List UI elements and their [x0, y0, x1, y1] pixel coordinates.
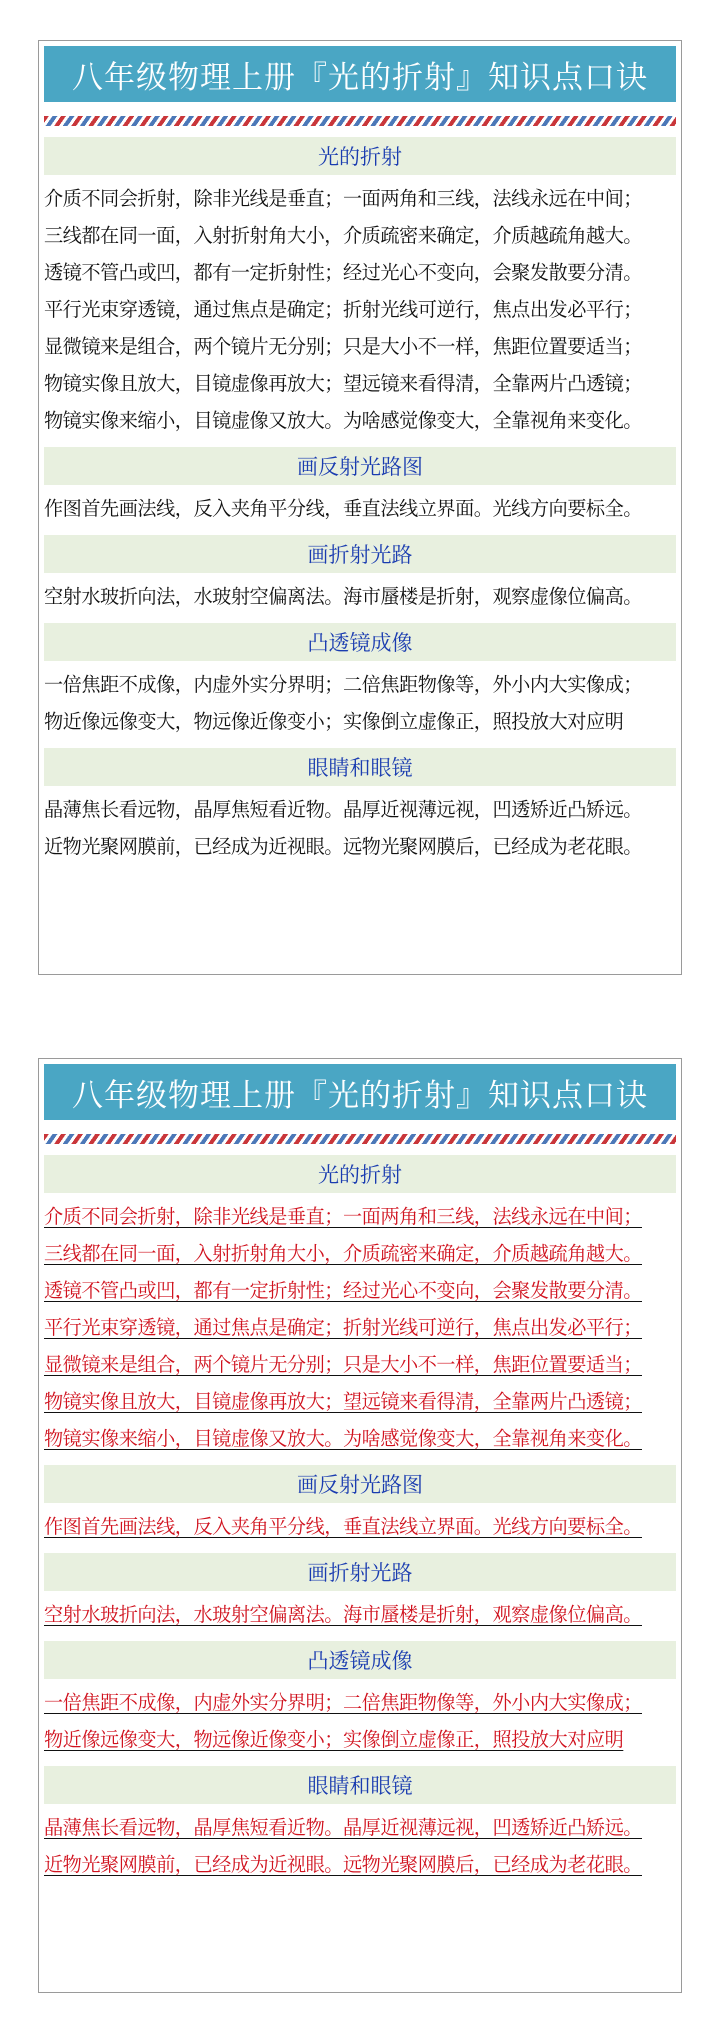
rhyme-line: 介质不同会折射，除非光线是垂直；一面两角和三线，法线永远在中间；: [44, 187, 642, 210]
rhyme-card-plain: [38, 40, 682, 975]
rhyme-line: 一倍焦距不成像，内虚外实分界明；二倍焦距物像等，外小内大实像成；: [44, 1691, 642, 1714]
knowledge-section: [44, 1766, 676, 1883]
rhyme-line: 物镜实像来缩小，目镜虚像又放大。为啥感觉像变大，全靠视角来变化。: [44, 409, 642, 432]
knowledge-section: [44, 748, 676, 865]
section-heading: 凸透镜成像: [44, 623, 676, 661]
rhyme-line: 近物光聚网膜前，已经成为近视眼。远物光聚网膜后，已经成为老花眼。: [44, 1853, 642, 1876]
rhyme-line: 显微镜来是组合，两个镜片无分别；只是大小不一样，焦距位置要适当；: [44, 1353, 642, 1376]
rhyme-line: 物镜实像且放大，目镜虚像再放大；望远镜来看得清，全靠两片凸透镜；: [44, 372, 642, 395]
rhyme-line: 平行光束穿透镜，通过焦点是确定；折射光线可逆行，焦点出发必平行；: [44, 1316, 642, 1339]
rhyme-line: 三线都在同一面，入射折射角大小，介质疏密来确定，介质越疏角越大。: [44, 1242, 642, 1265]
section-heading: 画折射光路: [44, 535, 676, 573]
section-heading: 画反射光路图: [44, 447, 676, 485]
section-heading: 画折射光路: [44, 1553, 676, 1591]
section-heading: 凸透镜成像: [44, 1641, 676, 1679]
rhyme-line: 晶薄焦长看远物，晶厚焦短看近物。晶厚近视薄远视，凹透矫近凸矫远。: [44, 1816, 642, 1839]
knowledge-section: [44, 1641, 676, 1758]
decorative-stripe: [44, 116, 676, 126]
rhyme-line: 近物光聚网膜前，已经成为近视眼。远物光聚网膜后，已经成为老花眼。: [44, 835, 642, 858]
rhyme-line: 物镜实像来缩小，目镜虚像又放大。为啥感觉像变大，全靠视角来变化。: [44, 1427, 642, 1450]
rhyme-line: 晶薄焦长看远物，晶厚焦短看近物。晶厚近视薄远视，凹透矫近凸矫远。: [44, 798, 642, 821]
section-list: [44, 1155, 676, 1891]
rhyme-line: 三线都在同一面，入射折射角大小，介质疏密来确定，介质越疏角越大。: [44, 224, 642, 247]
rhyme-line: 空射水玻折向法，水玻射空偏离法。海市蜃楼是折射，观察虚像位偏高。: [44, 1603, 642, 1626]
knowledge-section: [44, 447, 676, 527]
knowledge-section: [44, 1465, 676, 1545]
rhyme-line: 物近像远像变大，物远像近像变小；实像倒立虚像正，照投放大对应明: [44, 1728, 624, 1751]
knowledge-section: [44, 1155, 676, 1457]
rhyme-line: 物近像远像变大，物远像近像变小；实像倒立虚像正，照投放大对应明: [44, 710, 624, 733]
rhyme-line: 透镜不管凸或凹，都有一定折射性；经过光心不变向，会聚发散要分清。: [44, 261, 642, 284]
rhyme-line: 空射水玻折向法，水玻射空偏离法。海市蜃楼是折射，观察虚像位偏高。: [44, 585, 642, 608]
knowledge-section: [44, 137, 676, 439]
rhyme-line: 平行光束穿透镜，通过焦点是确定；折射光线可逆行，焦点出发必平行；: [44, 298, 642, 321]
card-title: 八年级物理上册『光的折射』知识点口诀: [44, 46, 676, 102]
section-heading: 光的折射: [44, 1155, 676, 1193]
rhyme-line: 一倍焦距不成像，内虚外实分界明；二倍焦距物像等，外小内大实像成；: [44, 673, 642, 696]
rhyme-line: 作图首先画法线，反入夹角平分线，垂直法线立界面。光线方向要标全。: [44, 497, 642, 520]
knowledge-section: [44, 1553, 676, 1633]
rhyme-card-highlighted: [38, 1058, 682, 1993]
section-heading: 光的折射: [44, 137, 676, 175]
rhyme-line: 物镜实像且放大，目镜虚像再放大；望远镜来看得清，全靠两片凸透镜；: [44, 1390, 642, 1413]
knowledge-section: [44, 535, 676, 615]
section-heading: 眼睛和眼镜: [44, 748, 676, 786]
rhyme-line: 透镜不管凸或凹，都有一定折射性；经过光心不变向，会聚发散要分清。: [44, 1279, 642, 1302]
knowledge-section: [44, 623, 676, 740]
rhyme-line: 显微镜来是组合，两个镜片无分别；只是大小不一样，焦距位置要适当；: [44, 335, 642, 358]
card-title: 八年级物理上册『光的折射』知识点口诀: [44, 1064, 676, 1120]
section-heading: 画反射光路图: [44, 1465, 676, 1503]
rhyme-line: 作图首先画法线，反入夹角平分线，垂直法线立界面。光线方向要标全。: [44, 1515, 642, 1538]
decorative-stripe: [44, 1134, 676, 1144]
rhyme-line: 介质不同会折射，除非光线是垂直；一面两角和三线，法线永远在中间；: [44, 1205, 642, 1228]
section-heading: 眼睛和眼镜: [44, 1766, 676, 1804]
section-list: [44, 137, 676, 873]
